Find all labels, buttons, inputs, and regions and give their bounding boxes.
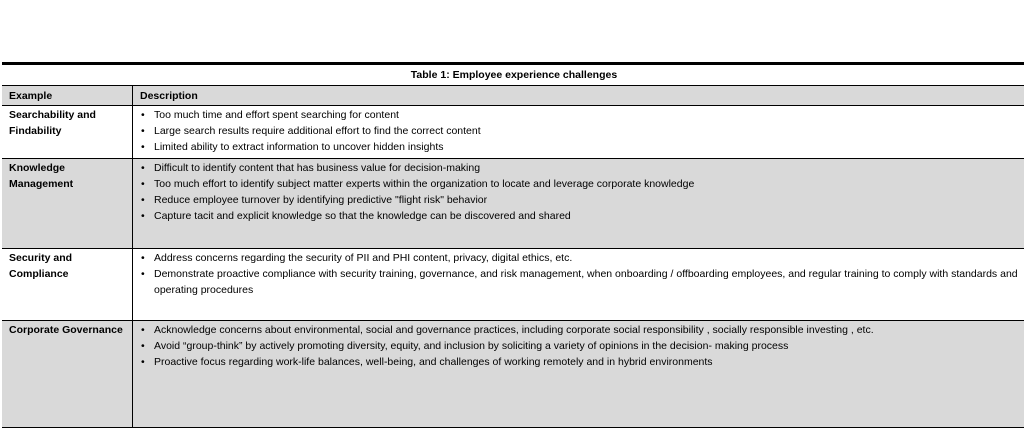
challenges-table (2, 62, 1024, 428)
header-description: Description (140, 89, 198, 102)
row-description (133, 106, 1024, 158)
bullet-item: • Difficult to identify content that has business value for decision-making (140, 160, 1019, 176)
row-example: Security and Compliance (2, 249, 133, 320)
bullet-item: • Demonstrate proactive compliance with security training, governance, and risk management, when onboarding / offboarding employees, and regular training to comply with standards and operating procedures (140, 266, 1019, 298)
bullet-item: • Limited ability to extract information to uncover hidden insights (140, 139, 1019, 155)
bullet-item: • Capture tacit and explicit knowledge so that the knowledge can be discovered and shared (140, 208, 1019, 224)
table-row (2, 249, 1024, 321)
bullet-item: • Large search results require additional effort to find the correct content (140, 123, 1019, 139)
bullet-item: • Acknowledge concerns about environmental, social and governance practices, including corporate social responsibility , socially responsible investing , etc. (140, 322, 1019, 338)
row-description (133, 159, 1024, 248)
bullet-item: • Reduce employee turnover by identifying predictive "flight risk" behavior (140, 192, 1019, 208)
table-row (2, 106, 1024, 159)
table-row (2, 159, 1024, 249)
table-caption: Table 1: Employee experience challenges (2, 62, 1024, 86)
bullet-item: • Proactive focus regarding work-life balances, well-being, and challenges of working remotely and in hybrid environments (140, 354, 1019, 370)
table-row (2, 321, 1024, 428)
row-example: Searchability and Findability (2, 106, 133, 158)
header-example: Example (2, 86, 133, 105)
bullet-item: • Address concerns regarding the security of PII and PHI content, privacy, digital ethics, etc. (140, 250, 1019, 266)
header-row (2, 86, 1024, 106)
row-description (133, 321, 1024, 427)
row-example: Corporate Governance (2, 321, 133, 427)
row-description (133, 249, 1024, 320)
bullet-item: • Too much time and effort spent searching for content (140, 107, 1019, 123)
bullet-item: • Too much effort to identify subject matter experts within the organization to locate and leverage corporate knowledge (140, 176, 1019, 192)
row-example: Knowledge Management (2, 159, 133, 248)
bullet-item: • Avoid “group-think” by actively promoting diversity, equity, and inclusion by soliciting a variety of opinions in the decision- making process (140, 338, 1019, 354)
